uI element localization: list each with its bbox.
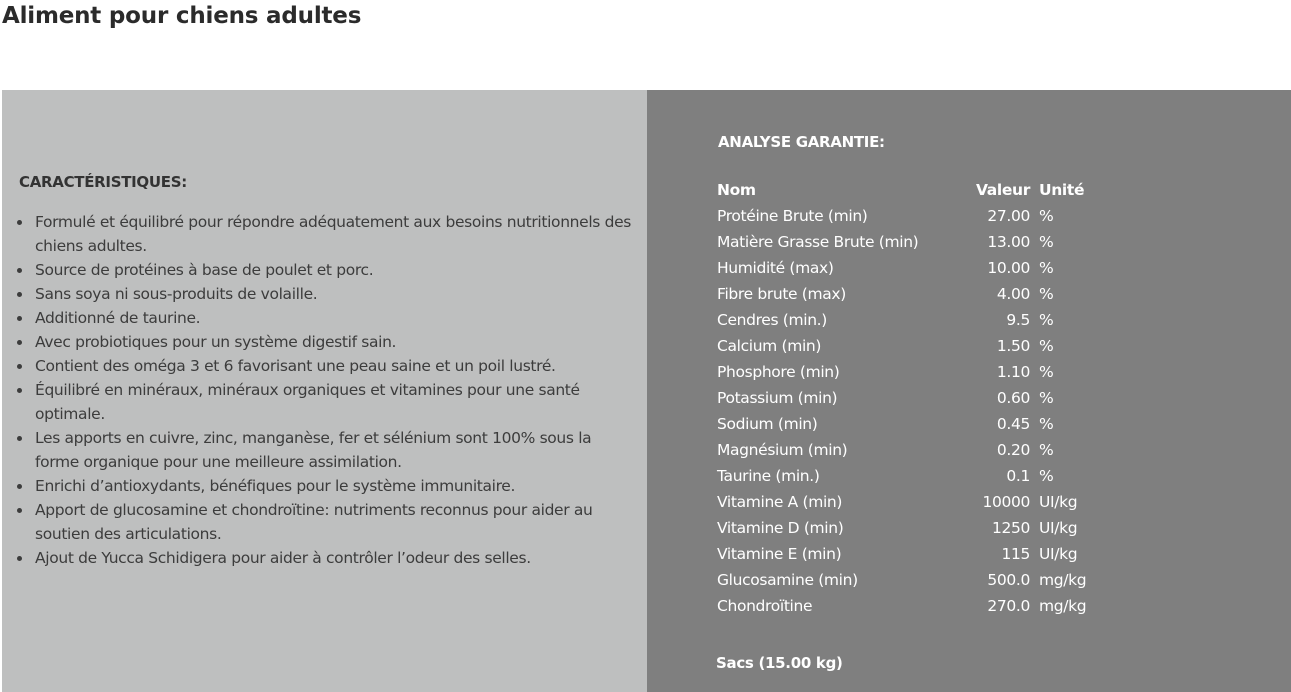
table-row <box>715 307 1101 333</box>
table-row <box>715 593 1101 619</box>
nutrient-unit: % <box>1039 467 1054 485</box>
table-row <box>715 489 1101 515</box>
nutrient-name: Potassium (min) <box>717 389 838 407</box>
nutrient-name: Sodium (min) <box>717 415 818 433</box>
nutrient-value: 10000 <box>982 493 1031 511</box>
nutrient-value: 1.10 <box>996 363 1031 381</box>
nutrient-name: Taurine (min.) <box>717 467 820 485</box>
nutrient-name: Calcium (min) <box>717 337 822 355</box>
nutrient-value: 0.20 <box>996 441 1031 459</box>
nutrient-unit: % <box>1039 207 1054 225</box>
nutrient-value: 1.50 <box>996 337 1031 355</box>
nutrient-name: Vitamine A (min) <box>717 493 843 511</box>
nutrient-name: Glucosamine (min) <box>717 571 858 589</box>
nutrient-unit: % <box>1039 285 1054 303</box>
list-item: • Contient des oméga 3 et 6 favorisant une peau saine et un poil lustré. <box>33 354 633 378</box>
characteristics-heading: CARACTÉRISTIQUES: <box>19 173 187 191</box>
nutrient-name: Chondroïtine <box>717 597 813 615</box>
nutrient-unit: % <box>1039 363 1054 381</box>
nutrient-value: 0.1 <box>1006 467 1031 485</box>
characteristics-panel <box>2 90 647 692</box>
characteristics-list <box>16 210 633 570</box>
list-item: • Apport de glucosamine et chondroïtine: nutriments reconnus pour aider au soutien des articulations. <box>33 498 633 546</box>
list-item: • Source de protéines à base de poulet et porc. <box>33 258 633 282</box>
nutrient-name: Vitamine D (min) <box>717 519 844 537</box>
nutrient-name: Phosphore (min) <box>717 363 840 381</box>
nutrient-unit: % <box>1039 441 1054 459</box>
table-header-row <box>715 177 1101 203</box>
column-header-name: Nom <box>717 181 756 199</box>
analysis-table <box>715 177 1101 619</box>
table-row <box>715 281 1101 307</box>
list-item: • Les apports en cuivre, zinc, manganèse, fer et sélénium sont 100% sous la forme organique pour une meilleure assimilation. <box>33 426 633 474</box>
list-item: • Équilibré en minéraux, minéraux organiques et vitamines pour une santé optimale. <box>33 378 633 426</box>
nutrient-name: Vitamine E (min) <box>717 545 842 563</box>
nutrient-name: Cendres (min.) <box>717 311 827 329</box>
nutrient-name: Matière Grasse Brute (min) <box>717 233 919 251</box>
nutrient-name: Fibre brute (max) <box>717 285 846 303</box>
nutrient-unit: UI/kg <box>1039 519 1078 537</box>
table-row <box>715 359 1101 385</box>
bag-size-label: Sacs (15.00 kg) <box>716 654 843 672</box>
column-header-unit: Unité <box>1039 181 1085 199</box>
nutrient-unit: % <box>1039 311 1054 329</box>
table-row <box>715 333 1101 359</box>
nutrient-name: Magnésium (min) <box>717 441 848 459</box>
table-row <box>715 255 1101 281</box>
nutrient-value: 13.00 <box>987 233 1031 251</box>
table-row <box>715 567 1101 593</box>
nutrient-value: 9.5 <box>1006 311 1031 329</box>
nutrient-value: 1250 <box>991 519 1031 537</box>
page-title: Aliment pour chiens adultes <box>2 3 362 29</box>
nutrient-value: 4.00 <box>996 285 1031 303</box>
list-item: • Ajout de Yucca Schidigera pour aider à contrôler l’odeur des selles. <box>33 546 633 570</box>
table-row <box>715 411 1101 437</box>
nutrient-name: Protéine Brute (min) <box>717 207 868 225</box>
analysis-heading: ANALYSE GARANTIE: <box>718 133 885 151</box>
nutrient-unit: UI/kg <box>1039 493 1078 511</box>
nutrient-unit: mg/kg <box>1039 571 1087 589</box>
nutrient-value: 10.00 <box>987 259 1031 277</box>
nutrient-value: 0.60 <box>996 389 1031 407</box>
nutrient-unit: mg/kg <box>1039 597 1087 615</box>
nutrient-unit: % <box>1039 233 1054 251</box>
table-row <box>715 515 1101 541</box>
nutrient-unit: % <box>1039 259 1054 277</box>
nutrient-value: 270.0 <box>987 597 1031 615</box>
table-row <box>715 229 1101 255</box>
nutrient-name: Humidité (max) <box>717 259 834 277</box>
list-item: • Additionné de taurine. <box>33 306 633 330</box>
table-row <box>715 541 1101 567</box>
nutrient-value: 27.00 <box>987 207 1031 225</box>
analysis-panel <box>647 90 1291 692</box>
nutrient-value: 500.0 <box>987 571 1031 589</box>
table-row <box>715 463 1101 489</box>
nutrient-unit: UI/kg <box>1039 545 1078 563</box>
table-row <box>715 385 1101 411</box>
list-item: • Sans soya ni sous-produits de volaille. <box>33 282 633 306</box>
list-item: • Enrichi d’antioxydants, bénéfiques pour le système immunitaire. <box>33 474 633 498</box>
nutrient-unit: % <box>1039 389 1054 407</box>
column-header-value: Valeur <box>976 181 1031 199</box>
table-row <box>715 437 1101 463</box>
list-item: • Avec probiotiques pour un système digestif sain. <box>33 330 633 354</box>
nutrient-unit: % <box>1039 415 1054 433</box>
nutrient-value: 115 <box>1001 545 1031 563</box>
nutrient-value: 0.45 <box>996 415 1031 433</box>
table-row <box>715 203 1101 229</box>
list-item: • Formulé et équilibré pour répondre adéquatement aux besoins nutritionnels des chiens adultes. <box>33 210 633 258</box>
nutrient-unit: % <box>1039 337 1054 355</box>
